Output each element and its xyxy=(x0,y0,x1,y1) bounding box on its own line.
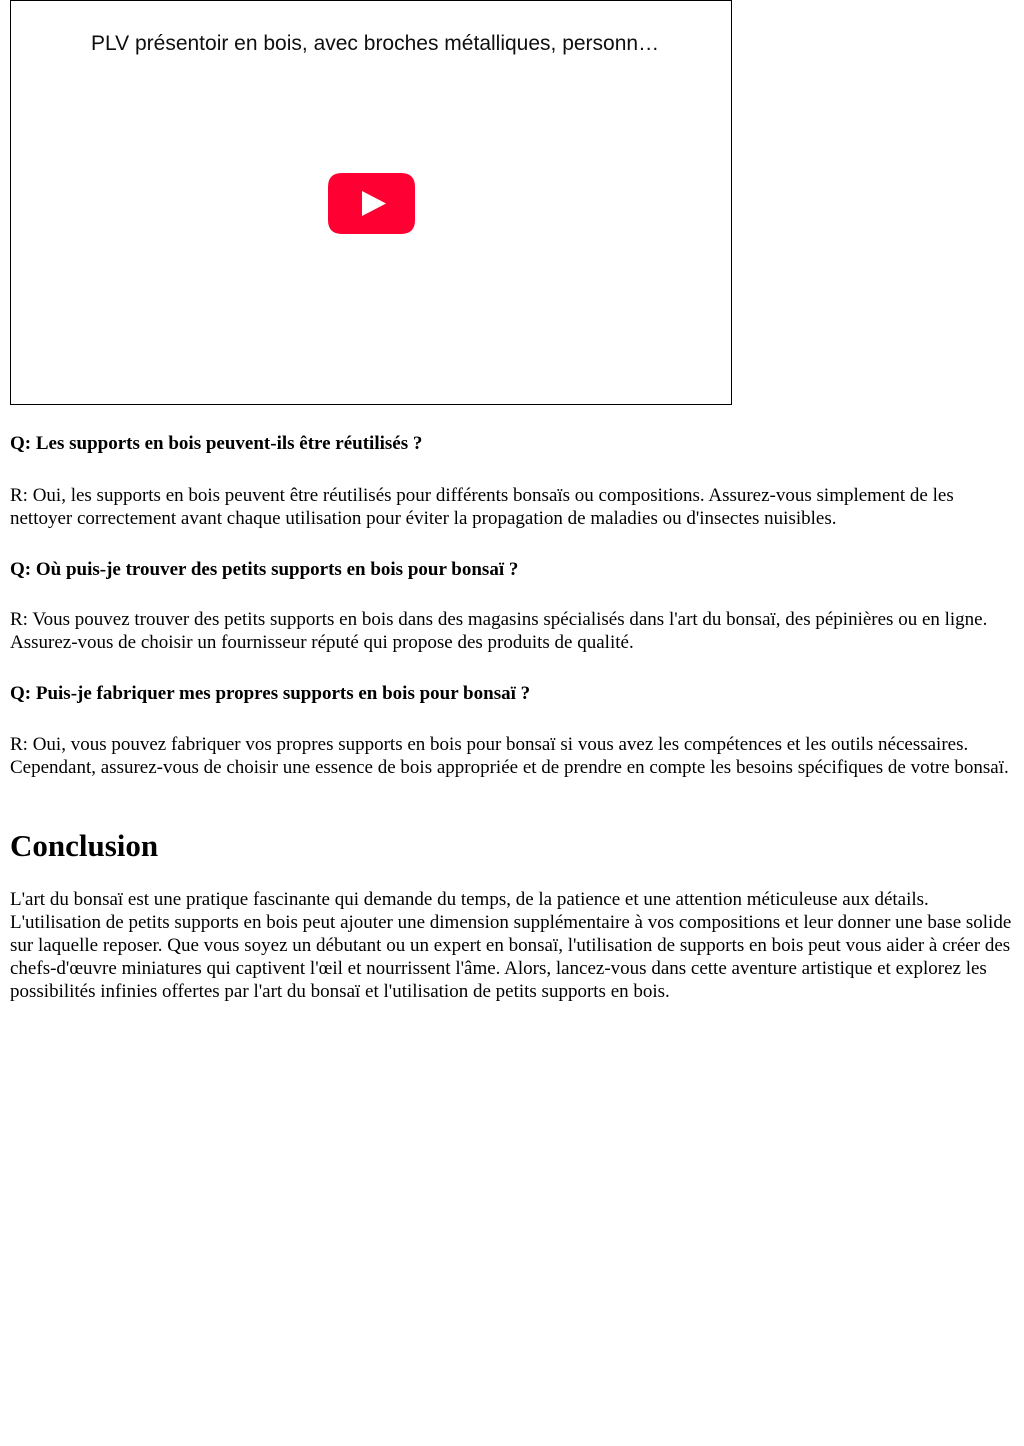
video-title[interactable]: PLV présentoir en bois, avec broches métalliques, personn… xyxy=(91,32,660,55)
article-content xyxy=(10,0,1014,1002)
faq-answer-3: R: Oui, vous pouvez fabriquer vos propres supports en bois pour bonsaï si vous avez les compétences et les outils nécessaires. Cependant, assurez-vous de choisir une essence de bois appropriée et de prendre en compte les besoins spécifiques de votre bonsaï. xyxy=(10,734,1009,778)
conclusion-text: L'art du bonsaï est une pratique fascinante qui demande du temps, de la patience et une attention méticuleuse aux détails. L'utilisation de petits supports en bois peut ajouter une dimension supplémentaire à vos compositions et leur donner une base solide sur laquelle reposer. Que vous soyez un débutant ou un expert en bonsaï, l'utilisation de supports en bois peut vous aider à créer des chefs-d'œuvre miniatures qui captivent l'œil et nourrissent l'âme. Alors, lancez-vous dans cette aventure artistique et explorez les possibilités infinies offertes par l'art du bonsaï et l'utilisation de petits supports en bois. xyxy=(10,889,1012,1002)
conclusion-heading: Conclusion xyxy=(10,828,159,863)
faq-answer-1: R: Oui, les supports en bois peuvent être réutilisés pour différents bonsaïs ou compositions. Assurez-vous simplement de les nettoyer correctement avant chaque utilisation pour éviter la propagation de maladies ou d'insectes nuisibles. xyxy=(10,485,954,529)
youtube-play-icon[interactable] xyxy=(328,173,415,234)
faq-answer-2: R: Vous pouvez trouver des petits supports en bois dans des magasins spécialisés dans l'art du bonsaï, des pépinières ou en ligne. Assurez-vous de choisir un fournisseur réputé qui propose des produits de qualité. xyxy=(10,609,988,653)
faq-question-3: Q: Puis-je fabriquer mes propres supports en bois pour bonsaï ? xyxy=(10,683,531,704)
play-button[interactable] xyxy=(328,173,415,234)
faq-question-1: Q: Les supports en bois peuvent-ils être réutilisés ? xyxy=(10,433,423,454)
faq-question-2: Q: Où puis-je trouver des petits supports en bois pour bonsaï ? xyxy=(10,559,519,580)
video-embed[interactable] xyxy=(10,0,732,405)
